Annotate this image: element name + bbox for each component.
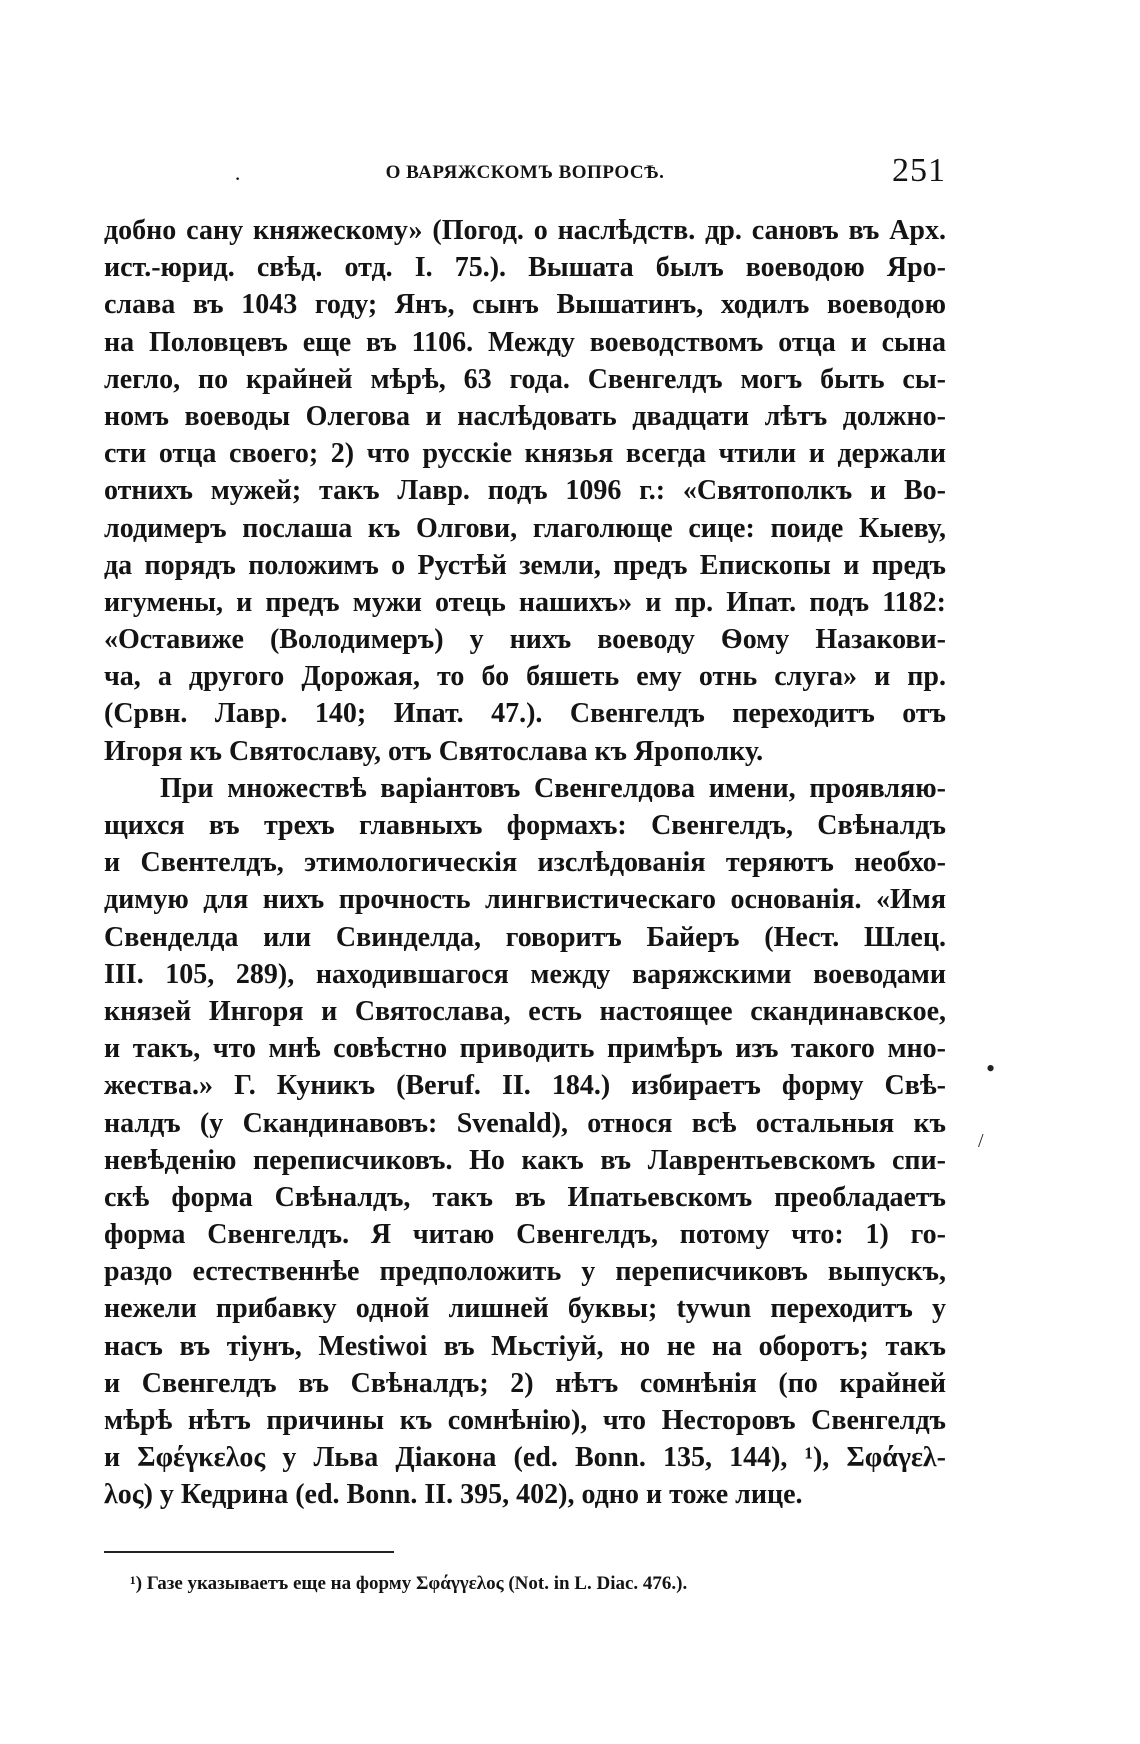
page-number: 251 xyxy=(892,152,946,189)
footnote: ¹) Газе указываетъ еще на форму Σφάγγελος (Not. in L. Diac. 476.). xyxy=(130,1573,688,1594)
page-header xyxy=(104,152,946,196)
text-line: форма Свенгелдъ. Я читаю Свенгелдъ, потому что: 1) го- xyxy=(104,1219,946,1251)
footnote-rule xyxy=(104,1551,394,1553)
text-line: скѣ форма Свѣналдъ, такъ въ Ипатьевскомъ преобладаетъ xyxy=(104,1181,946,1213)
text-line: князей Ингоря и Святослава, есть настоящее скандинавское, xyxy=(104,995,946,1027)
text-line: нежели прибавку одной лишней буквы; tywun переходитъ у xyxy=(104,1293,946,1325)
text-line: налдъ (у Скандинавовъ: Svenald), относя всѣ остальныя къ xyxy=(104,1107,946,1139)
text-line: III. 105, 289), находившагося между варяжскими воеводами xyxy=(104,958,946,990)
text-line: да порядъ положимъ о Рустѣй земли, предъ Епископы и предъ xyxy=(104,549,946,581)
text-line: и Σφέγκελος у Льва Діакона (ed. Bonn. 135, 144), ¹), Σφάγελ- xyxy=(104,1442,946,1474)
text-line: и такъ, что мнѣ совѣстно приводить примѣръ изъ такого мно- xyxy=(104,1033,946,1065)
text-line: на Половцевъ еще въ 1106. Между воеводствомъ отца и сына xyxy=(104,326,946,358)
body-text xyxy=(104,212,946,1514)
paragraph-first-line: При множествѣ варіантовъ Свенгелдова имени, проявляю- xyxy=(160,772,946,804)
text-line: насъ въ тіунъ, Mestiwoi въ Мьстіуй, но не на оборотъ; такъ xyxy=(104,1330,946,1362)
text-line: ча, а другого Дорожая, то бо бяшеть ему отнь слуга» и пр. xyxy=(104,661,946,693)
text-line: номъ воеводы Олегова и наслѣдовать двадцати лѣтъ должно- xyxy=(104,400,946,432)
text-line: «Оставиже (Володимеръ) у нихъ воеводу Ѳому Назакови- xyxy=(104,624,946,656)
text-line: Игоря къ Святославу, отъ Святослава къ Ярополку. xyxy=(104,735,764,767)
text-line: и Свентелдъ, этимологическія изслѣдованія теряютъ необхо- xyxy=(104,847,946,879)
text-line: легло, по крайней мѣрѣ, 63 года. Свенгелдъ могъ быть сы- xyxy=(104,363,946,395)
text-line: добно сану княжескому» (Погод. о наслѣдств. др. сановъ въ Арх. xyxy=(104,215,946,246)
header-dot: · xyxy=(234,166,242,191)
text-line: щихся въ трехъ главныхъ формахъ: Свенгелдъ, Свѣналдъ xyxy=(104,810,946,841)
text-line: игумены, и предъ мужи отець нашихъ» и пр. Ипат. подъ 1182: xyxy=(104,586,946,618)
text-line: лодимеръ послаша къ Олгови, глаголюще сице: поиде Кыеву, xyxy=(104,512,946,544)
text-line: λος) у Кедрина (ed. Bonn. II. 395, 402), одно и тоже лице. xyxy=(104,1479,803,1511)
text-line: (Срвн. Лавр. 140; Ипат. 47.). Свенгелдъ переходитъ отъ xyxy=(104,698,946,730)
text-line: димую для нихъ прочность лингвистическаго основанія. «Имя xyxy=(104,884,946,916)
margin-mark: / xyxy=(978,1130,984,1152)
margin-mark: • xyxy=(986,1054,996,1083)
text-line: сти отца своего; 2) что русскіе князья всегда чтили и держали xyxy=(104,438,946,470)
running-title: О ВАРЯЖСКОМЪ ВОПРОСѢ. xyxy=(385,162,665,183)
text-line: слава въ 1043 году; Янъ, сынъ Вышатинъ, ходилъ воеводою xyxy=(104,289,946,321)
text-line: невѣденію переписчиковъ. Но какъ въ Лаврентьевскомъ спи- xyxy=(104,1144,946,1176)
text-line: раздо естественнѣе предположить у переписчиковъ выпускъ, xyxy=(104,1256,946,1288)
text-line: жества.» Г. Куникъ (Beruf. II. 184.) избираетъ форму Свѣ- xyxy=(104,1070,946,1102)
text-line: Свенделда или Свинделда, говоритъ Байеръ (Нест. Шлец. xyxy=(104,921,946,953)
text-line: и Свенгелдъ въ Свѣналдъ; 2) нѣтъ сомнѣнія (по крайней xyxy=(104,1367,946,1399)
text-line: ист.-юрид. свѣд. отд. I. 75.). Вышата былъ воеводою Яро- xyxy=(104,252,946,284)
text-line: мѣрѣ нѣтъ причины къ сомнѣнію), что Несторовъ Свенгелдъ xyxy=(104,1405,946,1436)
text-line: отнихъ мужей; такъ Лавр. подъ 1096 г.: «Святополкъ и Во- xyxy=(104,475,946,507)
